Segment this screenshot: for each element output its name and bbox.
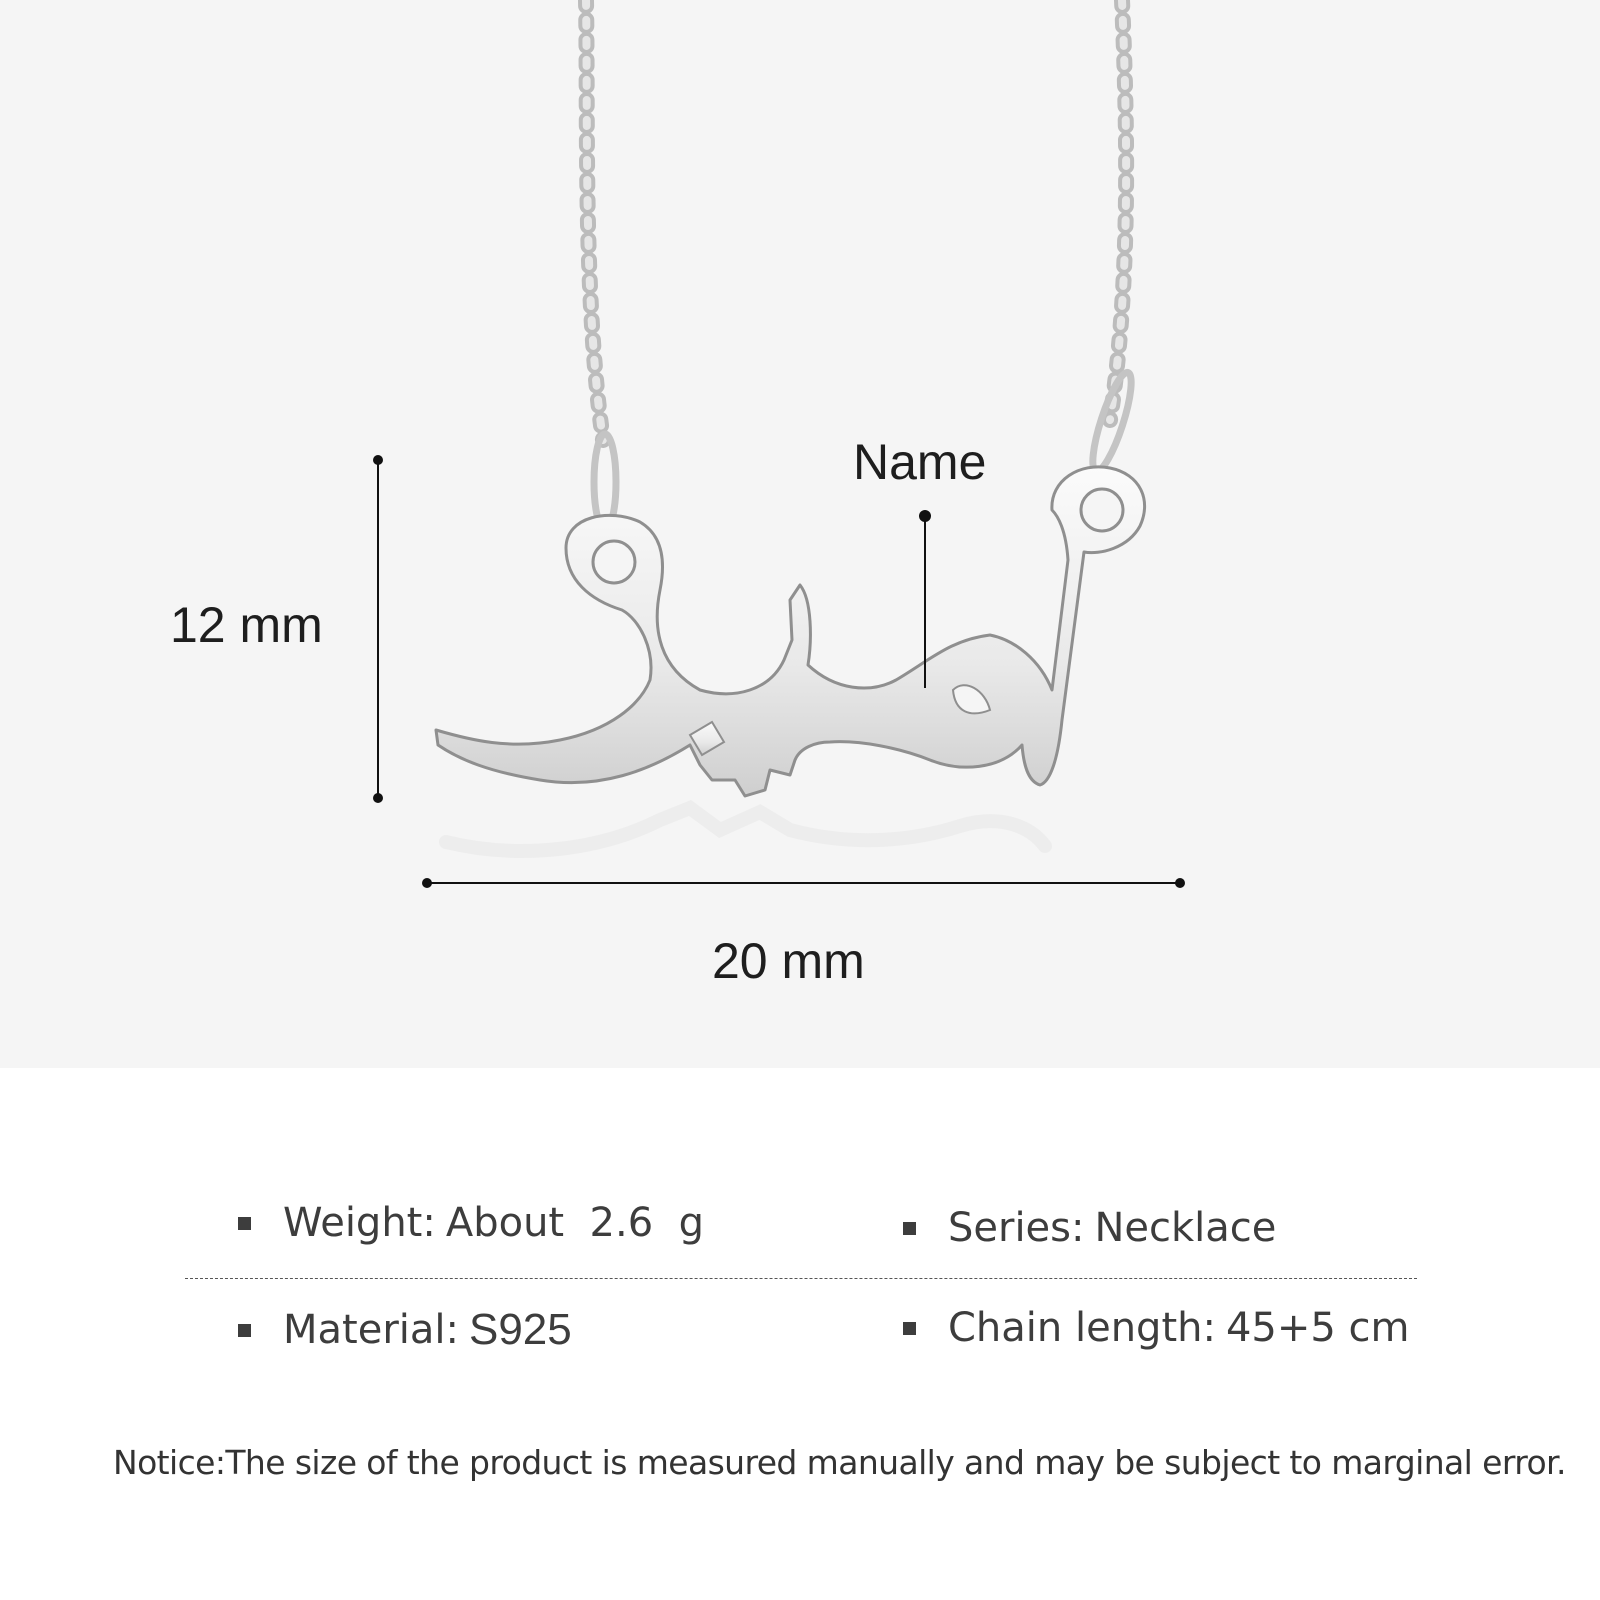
- spec-material-value: S925: [468, 1305, 572, 1354]
- spec-divider: [185, 1278, 1417, 1279]
- spec-section: [0, 1068, 1600, 1600]
- height-label: 12 mm: [170, 597, 323, 653]
- spec-chain-length-value: 45+5 cm: [1225, 1305, 1410, 1351]
- bullet-icon: [238, 1324, 251, 1337]
- spec-weight: [238, 1200, 704, 1246]
- spec-series-value: Necklace: [1094, 1205, 1277, 1251]
- spec-material-label: Material:: [283, 1307, 459, 1353]
- width-dimension-line: [422, 878, 1185, 888]
- bullet-icon: [238, 1217, 251, 1230]
- spec-weight-label: Weight:: [283, 1200, 436, 1246]
- spec-weight-value: About 2.6 g: [445, 1200, 704, 1246]
- width-label: 20 mm: [712, 933, 865, 989]
- spec-chain-length: [903, 1305, 1410, 1351]
- notice-text: Notice:The size of the product is measured manually and may be subject to marginal error.: [113, 1443, 1566, 1482]
- spec-chain-length-label: Chain length:: [948, 1305, 1216, 1351]
- height-dimension-line: [373, 455, 383, 803]
- bullet-icon: [903, 1322, 916, 1335]
- name-pendant: [436, 467, 1145, 851]
- spec-series-label: Series:: [948, 1205, 1085, 1251]
- name-label: Name: [853, 434, 987, 490]
- spec-material: [238, 1305, 572, 1354]
- bullet-icon: [903, 1222, 916, 1235]
- spec-series: [903, 1205, 1277, 1251]
